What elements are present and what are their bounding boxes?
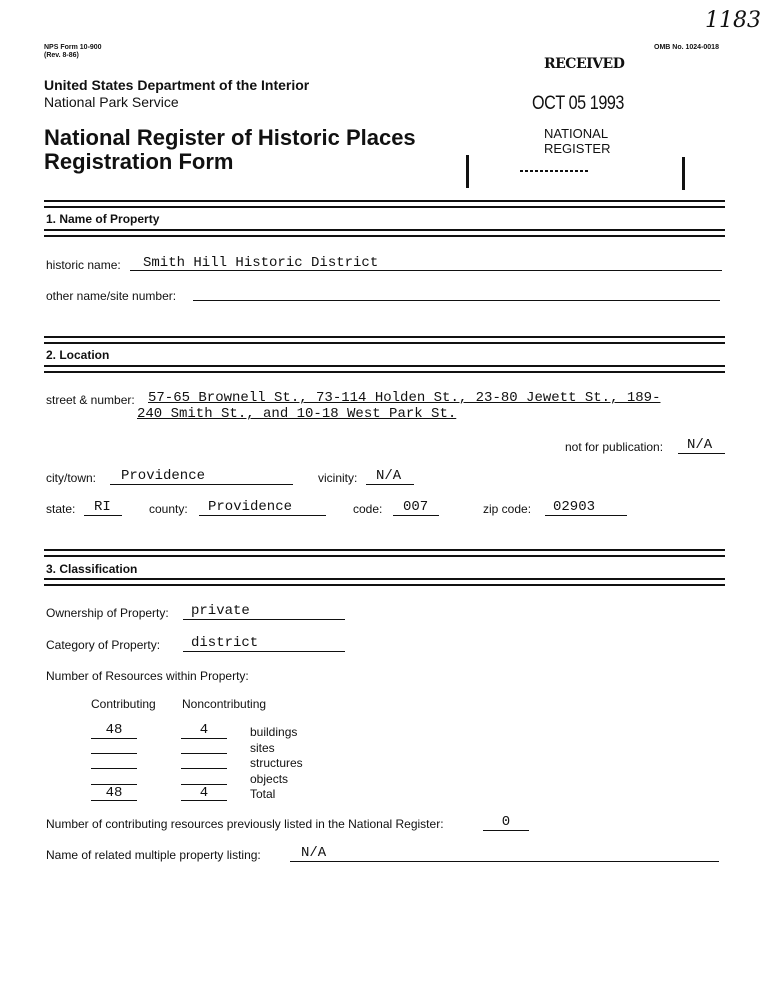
section-divider [44,336,725,344]
category-line [183,651,345,652]
received-stamp: RECEIVED [544,56,625,72]
resource-line [181,738,227,739]
form-revision: (Rev. 8-86) [44,52,79,59]
city-value[interactable]: Providence [121,468,206,484]
category-label: Category of Property: [46,638,161,652]
section-2-heading: 2. Location [46,348,110,362]
total-contributing[interactable]: 48 [105,785,123,801]
resource-type-label: structures [250,756,303,770]
state-value[interactable]: RI [94,499,111,515]
zip-label: zip code: [483,502,532,516]
column-contributing: Contributing [91,697,156,711]
nfp-line [678,453,725,454]
resources-label: Number of Resources within Property: [46,669,249,683]
department-name: United States Department of the Interior [44,77,310,93]
zip-value[interactable]: 02903 [553,499,596,515]
stamp-register: REGISTER [544,141,611,156]
buildings-noncontributing[interactable]: 4 [199,722,209,738]
street-label: street & number: [46,393,135,407]
section-divider [44,578,725,586]
omb-number: OMB No. 1024-0018 [654,44,719,51]
other-name-line [193,300,720,301]
historic-name-value[interactable]: Smith Hill Historic District [143,255,379,271]
ownership-value[interactable]: private [191,603,250,619]
related-listing-line [290,861,719,862]
resource-type-label: objects [250,772,289,786]
section-divider [44,549,725,557]
service-name: National Park Service [44,94,179,110]
code-value[interactable]: 007 [403,499,429,515]
section-3-heading: 3. Classification [46,562,138,576]
code-label: code: [353,502,383,516]
stamp-bracket-left [466,155,469,188]
previously-listed-label: Number of contributing resources previously listed in the National Register: [46,817,444,831]
resource-line [91,800,137,801]
ownership-line [183,619,345,620]
city-label: city/town: [46,471,97,485]
section-divider [44,229,725,237]
resource-type-label: buildings [250,725,298,739]
resource-type-label: Total [250,787,276,801]
vicinity-value[interactable]: N/A [376,468,402,484]
zip-line [545,515,627,516]
form-title-line2: Registration Form [44,149,234,174]
resource-line [181,800,227,801]
code-line [393,515,439,516]
stamp-national: NATIONAL [544,126,609,141]
handwritten-number: 1183 [705,8,761,33]
previously-listed-value[interactable]: 0 [501,814,511,830]
section-1-heading: 1. Name of Property [46,212,160,226]
city-line [110,484,293,485]
section-divider [44,200,725,208]
state-label: state: [46,502,76,516]
previously-listed-line [483,830,529,831]
related-listing-label: Name of related multiple property listing: [46,848,261,862]
other-name-label: other name/site number: [46,289,177,303]
column-noncontributing: Noncontributing [182,697,267,711]
historic-name-label: historic name: [46,258,121,272]
stamp-bracket-right [682,157,685,190]
resource-line [91,753,137,754]
resource-line [91,768,137,769]
not-for-publication-value[interactable]: N/A [687,437,713,453]
category-value[interactable]: district [191,635,259,651]
resource-line [91,738,137,739]
ownership-label: Ownership of Property: [46,606,169,620]
historic-name-line [130,270,722,271]
section-divider [44,365,725,373]
resource-line [181,753,227,754]
stamp-dashes [520,170,590,172]
received-date: OCT 05 1993 [532,93,624,114]
total-noncontributing[interactable]: 4 [199,785,209,801]
county-label: county: [149,502,188,516]
vicinity-line [366,484,414,485]
vicinity-label: vicinity: [318,471,358,485]
county-value[interactable]: Providence [208,499,293,515]
county-line [199,515,326,516]
resource-line [181,768,227,769]
form-number: NPS Form 10-900 [44,44,102,51]
resource-type-label: sites [250,741,275,755]
form-title-line1: National Register of Historic Places [44,125,416,150]
street-value-line1[interactable]: 57-65 Brownell St., 73-114 Holden St., 23-80 Jewett St., 189- [148,390,661,406]
related-listing-value[interactable]: N/A [301,845,327,861]
buildings-contributing[interactable]: 48 [105,722,123,738]
not-for-publication-label: not for publication: [565,440,664,454]
street-value-line2[interactable]: 240 Smith St., and 10-18 West Park St. [137,406,457,422]
state-line [84,515,122,516]
